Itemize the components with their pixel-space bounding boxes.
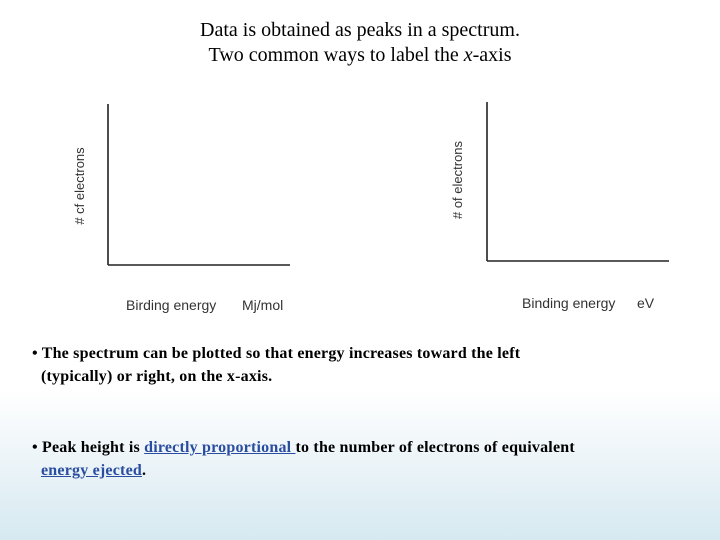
title-line-2-prefix: Two common ways to label the [208,44,464,66]
spectrum-axes-figure [66,90,671,318]
bullet-2-middle: to the number of electrons of equivalent [295,439,575,456]
left-plot-y-label: # cf electrons [72,147,87,225]
title-axis-variable: x [463,44,473,66]
title-line-2 [0,43,720,68]
bullet-2-prefix: • Peak height is [32,439,145,456]
title-line-2-suffix: -axis [472,44,512,66]
left-plot-x-label-unit: Mj/mol [242,297,284,313]
bullet-1-line-1: • The spectrum can be plotted so that energy increases toward the left [32,345,521,362]
bullet-1-line-2: (typically) or right, on the x-axis. [41,368,273,385]
link-energy-ejected[interactable]: energy ejected [41,462,142,479]
title-line-1: Data is obtained as peaks in a spectrum. [200,19,520,41]
link-directly-proportional[interactable]: directly proportional [144,439,296,456]
bullet-peak-height [32,436,702,482]
bullet-energy-direction [32,342,702,388]
slide-title [0,18,720,68]
bullet-list [32,342,702,530]
right-plot-x-label-name: Binding energy [522,295,616,311]
right-plot-y-label: # of electrons [450,140,465,220]
bullet-2-suffix: . [141,462,147,479]
left-plot-x-label-name: Birding energy [126,297,217,313]
right-plot-x-label-unit: eV [637,295,655,311]
axes-illustration [66,90,671,318]
bullet-2-line-2 [32,459,702,482]
